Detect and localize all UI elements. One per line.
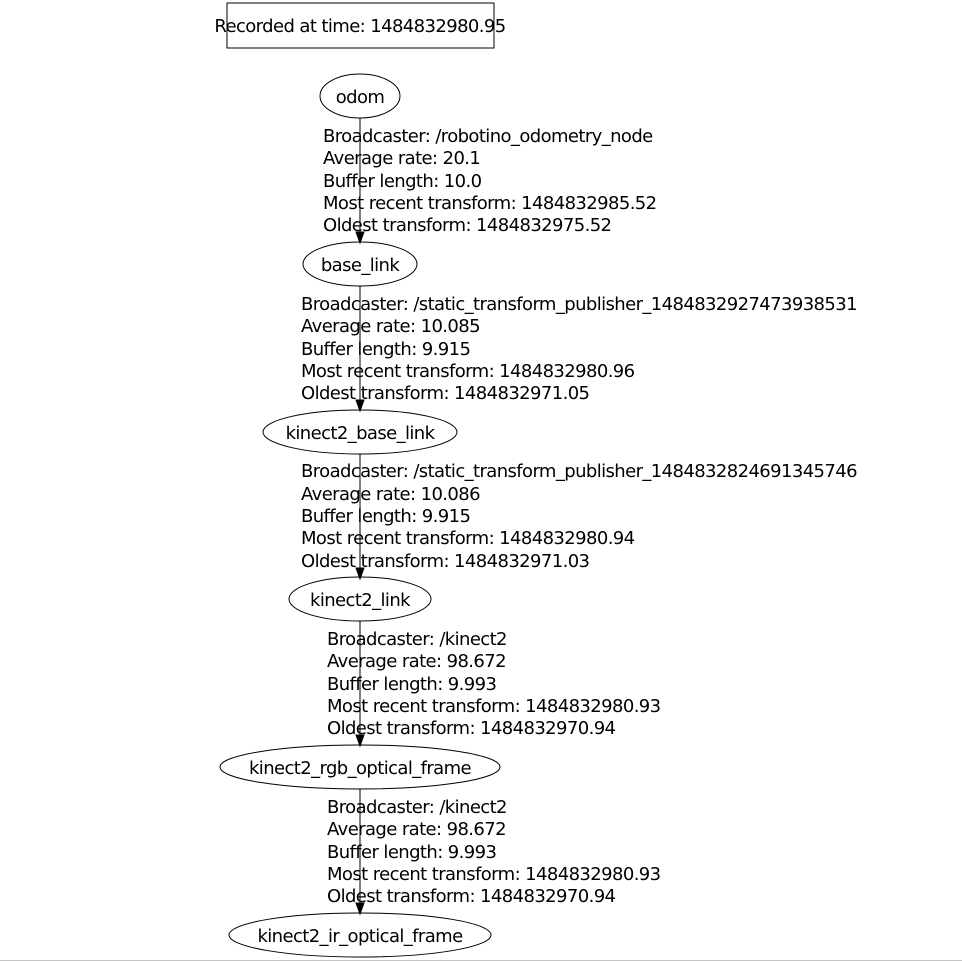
edge-label-base-link-to-kinect2-base-link bbox=[301, 294, 857, 404]
node-base-link[interactable] bbox=[303, 242, 417, 286]
node-kinect2-ir-optical-frame[interactable] bbox=[229, 913, 491, 957]
edge-oldest: Oldest transform: 1484832970.94 bbox=[327, 718, 616, 739]
edge-most-recent: Most recent transform: 1484832980.96 bbox=[301, 361, 635, 382]
edge-label-kinect2-link-to-rgb-optical-frame bbox=[327, 629, 661, 739]
edge-label-rgb-optical-frame-to-ir-optical-frame bbox=[327, 797, 661, 907]
node-kinect2-rgb-optical-frame[interactable] bbox=[220, 745, 500, 789]
node-label: kinect2_ir_optical_frame bbox=[257, 926, 463, 947]
edge-broadcaster: Broadcaster: /kinect2 bbox=[327, 797, 507, 818]
edge-average-rate: Average rate: 10.086 bbox=[301, 484, 480, 505]
edge-oldest: Oldest transform: 1484832975.52 bbox=[323, 215, 612, 236]
edge-most-recent: Most recent transform: 1484832980.93 bbox=[327, 696, 661, 717]
edge-label-odom-to-base-link bbox=[323, 126, 657, 236]
node-kinect2-base-link[interactable] bbox=[263, 410, 457, 454]
edge-most-recent: Most recent transform: 1484832980.94 bbox=[301, 528, 635, 549]
edge-broadcaster: Broadcaster: /static_transform_publisher_1484832927473938531 bbox=[301, 294, 857, 315]
edge-most-recent: Most recent transform: 1484832985.52 bbox=[323, 193, 657, 214]
edge-label-kinect2-base-link-to-kinect2-link bbox=[301, 461, 857, 572]
edge-average-rate: Average rate: 98.672 bbox=[327, 651, 506, 672]
edge-oldest: Oldest transform: 1484832970.94 bbox=[327, 886, 616, 907]
edge-oldest: Oldest transform: 1484832971.03 bbox=[301, 551, 590, 572]
edge-buffer-length: Buffer length: 9.993 bbox=[327, 674, 497, 695]
recorded-time-label: Recorded at time: 1484832980.95 bbox=[214, 16, 506, 37]
edge-most-recent: Most recent transform: 1484832980.93 bbox=[327, 864, 661, 885]
node-label: kinect2_base_link bbox=[285, 423, 435, 444]
edge-broadcaster: Broadcaster: /kinect2 bbox=[327, 629, 507, 650]
edge-buffer-length: Buffer length: 9.915 bbox=[301, 506, 471, 527]
edge-average-rate: Average rate: 20.1 bbox=[323, 148, 481, 169]
edge-broadcaster: Broadcaster: /robotino_odometry_node bbox=[323, 126, 653, 147]
edge-average-rate: Average rate: 98.672 bbox=[327, 819, 506, 840]
node-label: odom bbox=[335, 87, 385, 108]
edge-buffer-length: Buffer length: 9.915 bbox=[301, 339, 471, 360]
recorded-time-box bbox=[214, 3, 505, 48]
edge-buffer-length: Buffer length: 10.0 bbox=[323, 171, 482, 192]
edge-average-rate: Average rate: 10.085 bbox=[301, 316, 480, 337]
edge-broadcaster: Broadcaster: /static_transform_publisher_1484832824691345746 bbox=[301, 461, 857, 482]
node-label: kinect2_link bbox=[310, 590, 410, 611]
edge-oldest: Oldest transform: 1484832971.05 bbox=[301, 383, 590, 404]
node-label: base_link bbox=[320, 255, 400, 276]
edge-buffer-length: Buffer length: 9.993 bbox=[327, 842, 497, 863]
node-label: kinect2_rgb_optical_frame bbox=[248, 758, 472, 779]
node-odom[interactable] bbox=[320, 74, 400, 118]
node-kinect2-link[interactable] bbox=[289, 577, 431, 621]
